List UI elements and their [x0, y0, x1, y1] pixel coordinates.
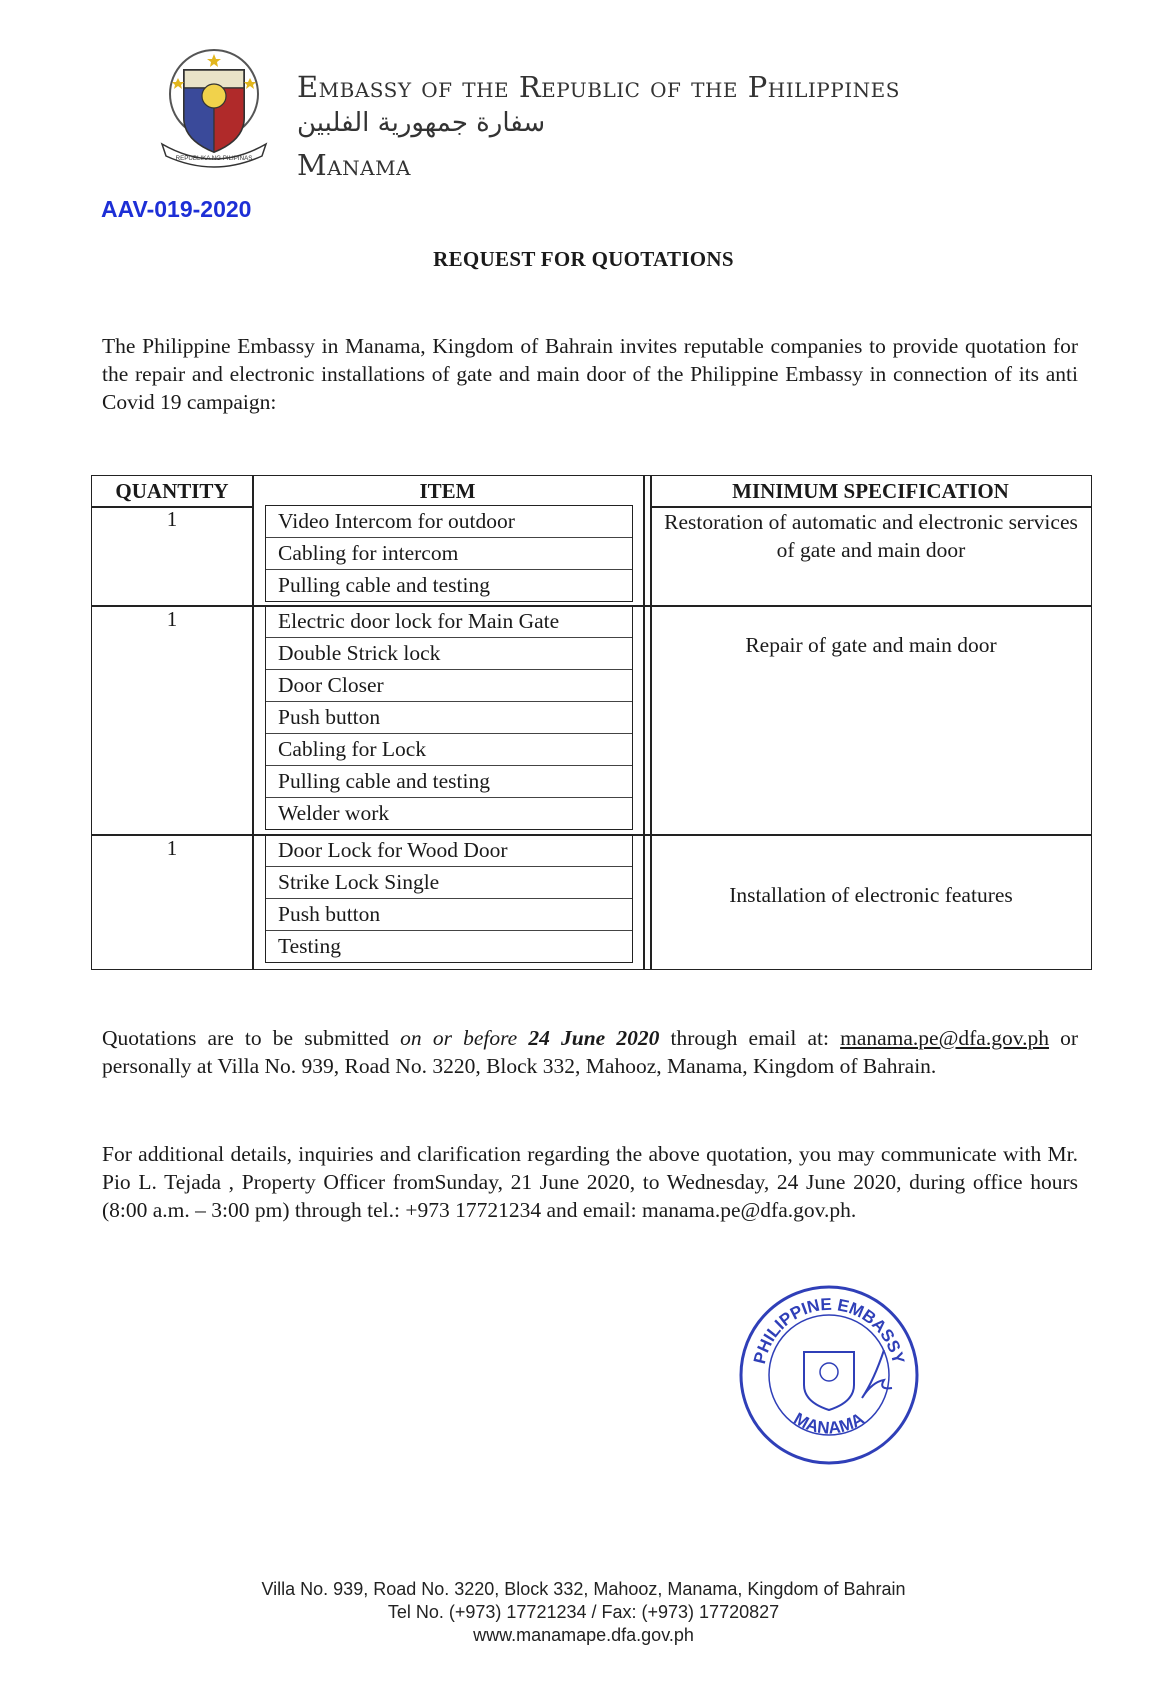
reference-code: AAV-019-2020: [101, 196, 252, 222]
document-title: REQUEST FOR QUOTATIONS: [433, 247, 734, 271]
embassy-stamp-icon: [734, 1280, 924, 1470]
intro-paragraph: The Philippine Embassy in Manama, Kingdom of Bahrain invites reputable companies to provide quotation for the repair and electronic installations of gate and main door of the Philippine Embassy in connection of its anti Covid 19 campaign:: [102, 334, 1078, 414]
row-3-items: [265, 834, 633, 963]
submission-paragraph: [102, 1024, 1078, 1080]
table-item: Strike Lock Single: [266, 867, 632, 899]
embassy-name: Embassy of the Republic of the Philippines: [297, 70, 900, 104]
table-item: Cabling for intercom: [266, 538, 632, 570]
submission-emphasis: on or before: [400, 1026, 518, 1050]
row-3-quantity: 1: [166, 836, 178, 860]
table-item: Testing: [278, 934, 341, 958]
submission-deadline: 24 June 2020: [528, 1026, 660, 1050]
table-item: Door Closer: [266, 670, 632, 702]
submission-prefix: Quotations are to be submitted: [102, 1026, 390, 1050]
footer-address: Villa No. 939, Road No. 3220, Block 332, Mahooz, Manama, Kingdom of Bahrain: [261, 1579, 906, 1599]
header-spec: MINIMUM SPECIFICATION: [732, 479, 1009, 503]
row-1-spec: Restoration of automatic and electronic services of gate and main door: [664, 510, 1078, 562]
embassy-city: Manama: [297, 148, 412, 182]
table-item: Cabling for Lock: [266, 734, 632, 766]
footer: [0, 1578, 1167, 1647]
row-1-quantity: 1: [166, 507, 178, 531]
row-3-spec: Installation of electronic features: [729, 883, 1013, 907]
header-item: ITEM: [419, 479, 476, 503]
row-2-items: [265, 605, 633, 830]
stamp-bottom-text: MANAMA: [790, 1408, 868, 1438]
table-item: Push button: [266, 702, 632, 734]
header-quantity: QUANTITY: [115, 479, 229, 503]
contact-paragraph: For additional details, inquiries and clarification regarding the above quotation, you may communicate with Mr. Pio L. Tejada , Property Officer fromSunday, 21 June 2020, to Wednesday, 24 June 2020, during office hours (8:00 a.m. – 3:00 pm) through tel.: +973 17721234 and email: manama.pe@dfa.gov.ph.: [102, 1142, 1078, 1222]
stamp-top-text: PHILIPPINE EMBASSY: [750, 1294, 908, 1366]
table-item: Pulling cable and testing: [266, 766, 632, 798]
table-item: Door Lock for Wood Door: [266, 835, 632, 867]
table-item: Electric door lock for Main Gate: [266, 606, 632, 638]
row-2-quantity: 1: [166, 607, 178, 631]
footer-phone: Tel No. (+973) 17721234 / Fax: (+973) 17720827: [387, 1602, 780, 1622]
row-1-items: [265, 505, 633, 602]
footer-website[interactable]: www.manamape.dfa.gov.ph: [473, 1625, 694, 1645]
table-item: Video Intercom for outdoor: [266, 506, 632, 538]
philippine-seal-icon: [158, 48, 270, 174]
embassy-name-arabic: سفارة جمهورية الفلبين: [297, 108, 546, 138]
submission-through: through email at:: [670, 1026, 829, 1050]
table-item: Welder work: [278, 801, 390, 825]
table-item: Push button: [266, 899, 632, 931]
submission-email-link[interactable]: manama.pe@dfa.gov.ph: [840, 1026, 1049, 1050]
table-item: Double Strick lock: [266, 638, 632, 670]
submission-rest: or personally at Villa No. 939, Road No. 3220, Block 332, Mahooz, Manama, Kingdom of Bahrain.: [102, 1026, 1079, 1078]
quotation-table: [91, 475, 1092, 970]
table-item: Pulling cable and testing: [278, 573, 490, 597]
seal-ribbon-text: REPUBLIKA NG PILIPINAS: [175, 155, 253, 162]
row-2-spec: Repair of gate and main door: [745, 633, 997, 657]
